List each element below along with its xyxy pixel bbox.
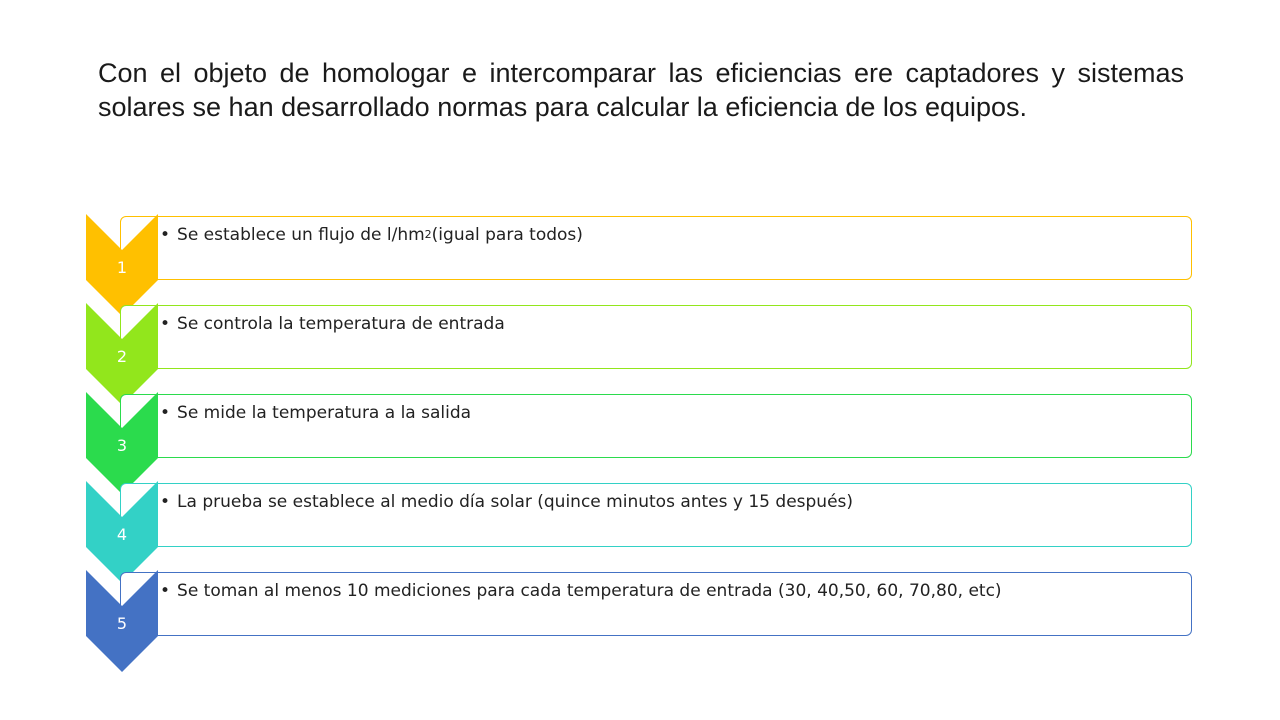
step-3-text xyxy=(160,380,471,446)
step-4-chevron xyxy=(86,481,158,583)
step-2-text-main: Se controla la temperatura de entrada xyxy=(177,314,505,334)
step-3-chevron xyxy=(86,392,158,494)
step-1-text-tail: (igual para todos) xyxy=(431,225,583,245)
bullet-icon: • xyxy=(160,492,171,512)
step-4-text-main: La prueba se establece al medio día solar (quince minutos antes y 15 después) xyxy=(177,492,854,512)
step-1-chevron xyxy=(86,214,158,316)
step-5-text xyxy=(160,558,1002,624)
step-1-text: • Se establece un flujo de l/hm 2 (igual para todos) xyxy=(160,225,583,245)
step-4-text xyxy=(160,469,853,535)
bullet-icon: • xyxy=(160,314,171,334)
step-3-text-main: Se mide la temperatura a la salida xyxy=(177,403,472,423)
step-5-chevron xyxy=(86,570,158,672)
step-3-number: 3 xyxy=(116,436,128,455)
step-5-number: 5 xyxy=(116,614,128,633)
step-1-number: 1 xyxy=(116,258,128,277)
step-4-number: 4 xyxy=(116,525,128,544)
bullet-icon: • xyxy=(160,403,171,423)
step-2-chevron xyxy=(86,303,158,405)
slide-title: Con el objeto de homologar e intercomparar las eficiencias ere captadores y sistemas solares se han desarrollado normas para calcular la eficiencia de los equipos. xyxy=(98,58,1184,122)
step-5-text-main: Se toman al menos 10 mediciones para cada temperatura de entrada (30, 40,50, 60, 70,80, etc) xyxy=(177,581,1002,601)
step-2-number: 2 xyxy=(116,347,128,366)
bullet-icon: • xyxy=(160,581,171,601)
step-2-text xyxy=(160,291,505,357)
bullet-icon: • xyxy=(160,225,171,245)
step-1-text-main: Se establece un flujo de l/hm xyxy=(177,225,425,245)
